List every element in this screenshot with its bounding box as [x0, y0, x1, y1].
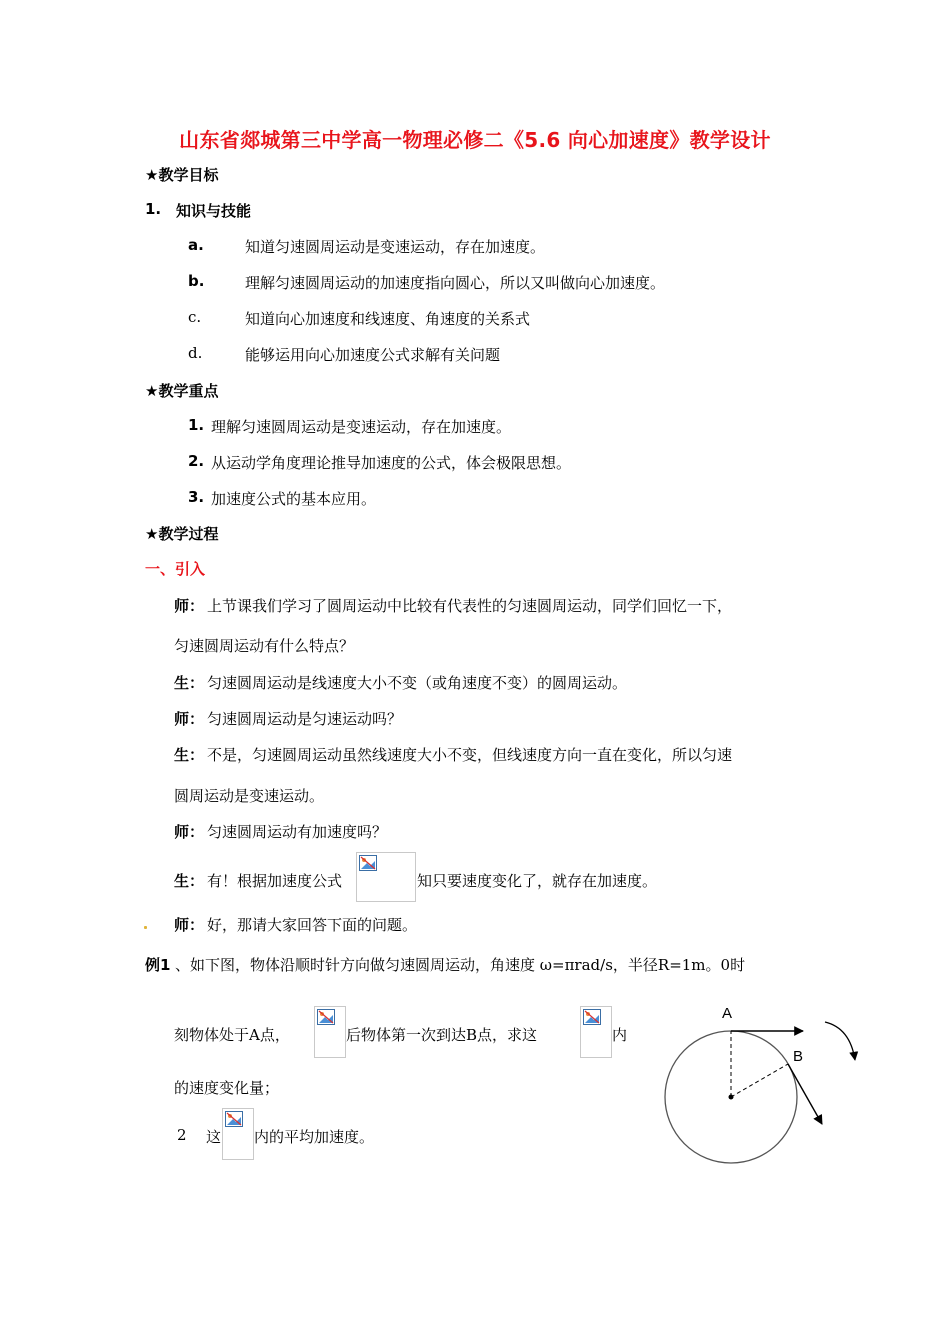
point-b-label: B: [793, 1048, 804, 1065]
example-line: 的速度变化量；: [174, 1079, 280, 1097]
goal-item-a: 知道匀速圆周运动是变速运动，存在加速度。: [245, 238, 546, 256]
circular-motion-diagram: [655, 1000, 875, 1170]
speaker-student: 生：: [174, 746, 205, 764]
process-heading: ★教学过程: [145, 525, 219, 543]
speaker-teacher: 师：: [174, 823, 205, 841]
document-title: 山东省郯城第三中学高一物理必修二《5.6 向心加速度》教学设计: [179, 128, 771, 152]
goal-item-d: 能够运用向心加速度公式求解有关问题: [245, 346, 501, 364]
formula-image-icon: [356, 852, 416, 902]
keypoint-marker-2: 2.: [188, 452, 205, 470]
keypoint-item-2: 从运动学角度理论推导加速度的公式，体会极限思想。: [211, 454, 572, 472]
goal-marker-a: a.: [188, 236, 204, 254]
velocity-arrow-b: [788, 1064, 822, 1124]
point-a-label: A: [722, 1005, 733, 1022]
keypoints-heading: ★教学重点: [145, 382, 219, 400]
example-line: 后物体第一次到达B点，求这: [346, 1026, 538, 1044]
dialogue-line: 匀速圆周运动有加速度吗？: [207, 823, 388, 841]
speaker-teacher: 师：: [174, 916, 205, 934]
dialogue-line: 匀速圆周运动是线速度大小不变（或角速度不变）的圆周运动。: [207, 674, 628, 692]
example-line: 内的平均加速度。: [254, 1128, 375, 1146]
speaker-teacher: 师：: [174, 710, 205, 728]
goals-subheading: 知识与技能: [176, 202, 252, 220]
speaker-student: 生：: [174, 872, 205, 890]
speaker-teacher: 师：: [174, 597, 205, 615]
marker-dot: [144, 926, 147, 929]
dialogue-line-continued: 匀速圆周运动有什么特点？: [174, 637, 355, 655]
goal-item-b: 理解匀速圆周运动的加速度指向圆心，所以又叫做向心加速度。: [245, 274, 666, 292]
keypoint-marker-1: 1.: [188, 416, 205, 434]
speaker-student: 生：: [174, 674, 205, 692]
dialogue-line: 好，那请大家回答下面的问题。: [207, 916, 418, 934]
keypoint-marker-3: 3.: [188, 488, 205, 506]
rotation-direction-arrow: [825, 1022, 855, 1060]
keypoint-item-3: 加速度公式的基本应用。: [211, 490, 377, 508]
goals-subheading-number: 1.: [145, 200, 162, 218]
example-line: 内: [612, 1026, 628, 1044]
goal-marker-c: c.: [188, 308, 202, 326]
dialogue-line: 不是，匀速圆周运动虽然线速度大小不变，但线速度方向一直在变化，所以匀速: [207, 746, 733, 764]
dialogue-line: 有！根据加速度公式: [207, 872, 343, 890]
dialogue-line: 匀速圆周运动是匀速运动吗？: [207, 710, 403, 728]
goal-item-c: 知道向心加速度和线速度、角速度的关系式: [245, 310, 531, 328]
formula-image-icon: [222, 1108, 254, 1160]
radius-to-b: [731, 1064, 788, 1097]
formula-image-icon: [580, 1006, 612, 1058]
formula-image-icon: [314, 1006, 346, 1058]
example-item-number: 2: [177, 1126, 187, 1144]
process-part-heading: 一、引入: [145, 560, 206, 578]
goal-marker-b: b.: [188, 272, 205, 290]
example-label: 例1: [145, 956, 171, 974]
dialogue-line-continued: 圆周运动是变速运动。: [174, 787, 325, 805]
example-line: 这: [206, 1128, 222, 1146]
goals-heading: ★教学目标: [145, 166, 219, 184]
dialogue-line: 知只要速度变化了，就存在加速度。: [417, 872, 658, 890]
example-line: 刻物体处于A点，: [174, 1026, 290, 1044]
example-text: 、如下图，物体沿顺时针方向做匀速圆周运动，角速度 ω=πrad/s，半径R=1m。0时: [175, 956, 746, 974]
goal-marker-d: d.: [188, 344, 203, 362]
dialogue-line: 上节课我们学习了圆周运动中比较有代表性的匀速圆周运动，同学们回忆一下，: [207, 597, 733, 615]
keypoint-item-1: 理解匀速圆周运动是变速运动，存在加速度。: [211, 418, 512, 436]
